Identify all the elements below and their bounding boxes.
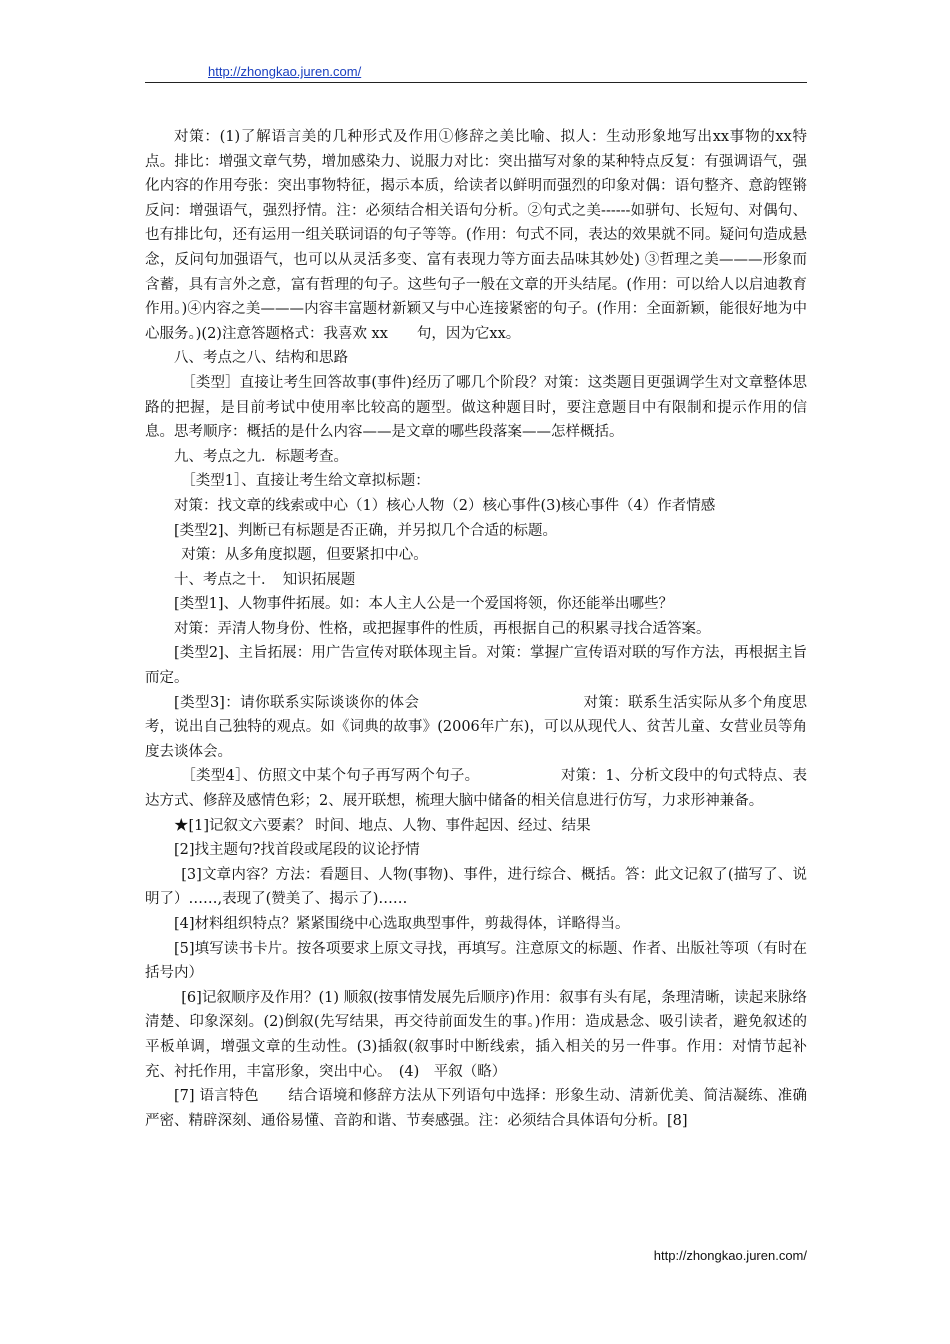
paragraph-extension-type-3: [类型3]：请你联系实际谈谈你的体会 对策：联系生活实际从多个角度思考，说出自己独特的观点。如《词典的故事》(2006年广东)，可以从现代人、贫苦儿童、女营业员等角度去谈体会。 xyxy=(145,694,807,760)
document-body xyxy=(145,125,807,1133)
section-heading-9: 九、考点之九．标题考查。 xyxy=(174,448,348,465)
paragraph-tip-1: ★[1]记叙文六要素？ 时间、地点、人物、事件起因、经过、结果 xyxy=(174,817,591,834)
paragraph-language-beauty: 对策：(1)了解语言美的几种形式及作用①修辞之美比喻、拟人：生动形象地写出xx事物的xx特点。排比：增强文章气势，增加感染力、说服力对比：突出描写对象的某种特点反复：有强调语气，强化内容的作用夸张：突出事物特征，揭示本质，给读者以鲜明而强烈的印象对偶：语句整齐、意韵铿锵反问：增强语气，强烈抒情。注：必须结合相关语句分析。②句式之美------如骈句、长短句、对偶句、也有排比句，还有运用一组关联词语的句子等等。(作用：句式不同，表达的效果就不同。疑问句造成悬念，反问句加强语气，也可以从灵活多变、富有表现力等方面去品味其妙处) ③哲理之美———形象而含蓄，具有言外之意，富有哲理的句子。这些句子一般在文章的开头结尾。(作用：可以给人以启迪教育作用。)④内容之美———内容丰富题材新颖又与中心连接紧密的句子。(作用：全面新颖，能很好地为中心服务。)(2)注意答题格式：我喜欢 xx 句，因为它xx。 xyxy=(145,129,807,342)
paragraph-extension-strategy-1: 对策：弄清人物身份、性格，或把握事件的性质，再根据自己的积累寻找合适答案。 xyxy=(174,620,711,637)
paragraph-tip-3: [3]文章内容？方法：看题目、人物(事物)、事件，进行综合、概括。答：此文记叙了(描写了、说明了）……,表现了(赞美了、揭示了)…… xyxy=(145,866,807,908)
paragraph-tip-7: [7] 语言特色 结合语境和修辞方法从下列语句中选择：形象生动、清新优美、简洁凝练、准确严密、精辟深刻、通俗易懂、音韵和谐、节奏感强。注：必须结合具体语句分析。[8] xyxy=(145,1088,807,1129)
paragraph-structure-type: ［类型］直接让考生回答故事(事件)经历了哪几个阶段？对策：这类题目更强调学生对文章整体思路的把握，是目前考试中使用率比较高的题型。做这种题目时，要注意题目中有限制和提示作用的信息。思考顺序：概括的是什么内容——是文章的哪些段落案——怎样概括。 xyxy=(145,374,807,441)
paragraph-title-type-2: [类型2]、判断已有标题是否正确，并另拟几个合适的标题。 xyxy=(174,522,558,539)
paragraph-title-strategy-2: 对策：从多角度拟题，但要紧扣中心。 xyxy=(181,547,428,564)
paragraph-extension-type-1: [类型1]、人物事件拓展。如：本人主人公是一个爱国将领，你还能举出哪些？ xyxy=(174,596,674,613)
header-url-link[interactable]: http://zhongkao.juren.com/ xyxy=(208,64,362,79)
paragraph-extension-type-2: [类型2]、主旨拓展：用广告宣传对联体现主旨。对策：掌握广宣传语对联的写作方法，再根据主旨而定。 xyxy=(145,645,807,687)
paragraph-tip-4: [4]材料组织特点？紧紧围绕中心选取典型事件，剪裁得体，详略得当。 xyxy=(174,916,630,932)
section-heading-8: 八、考点之八、结构和思路 xyxy=(174,350,348,367)
paragraph-tip-2: [2]找主题句?找首段或尾段的议论抒情 xyxy=(174,842,420,859)
section-heading-10: 十、考点之十． 知识拓展题 xyxy=(174,571,356,588)
footer-url: http://zhongkao.juren.com/ xyxy=(653,1248,807,1263)
paragraph-tip-6: [6]记叙顺序及作用？(1) 顺叙(按事情发展先后顺序)作用：叙事有头有尾，条理清晰，读起来脉络清楚、印象深刻。(2)倒叙(先写结果，再交待前面发生的事。)作用：造成悬念、吸引读者，避免叙述的平板单调，增强文章的生动性。(3)插叙(叙事时中断线索，插入相关的另一件事。作用：对情节起补充、衬托作用，丰富形象，突出中心。 (4) 平叙（略） xyxy=(145,989,807,1080)
header-divider xyxy=(145,82,807,83)
paragraph-title-type-1: ［类型1］、直接让考生给文章拟标题： xyxy=(181,473,430,490)
paragraph-title-strategy-1: 对策：找文章的线索或中心（1）核心人物（2）核心事件(3)核心事件（4）作者情感 xyxy=(174,497,716,514)
paragraph-tip-5: [5]填写读书卡片。按各项要求上原文寻找，再填写。注意原文的标题、作者、出版社等项（有时在括号内） xyxy=(145,940,807,982)
paragraph-extension-type-4: ［类型4］、仿照文中某个句子再写两个句子。 对策：1、分析文段中的句式特点、表达方式、修辞及感情色彩；2、展开联想，梳理大脑中储备的相关信息进行仿写，力求形神兼备。 xyxy=(145,768,807,810)
